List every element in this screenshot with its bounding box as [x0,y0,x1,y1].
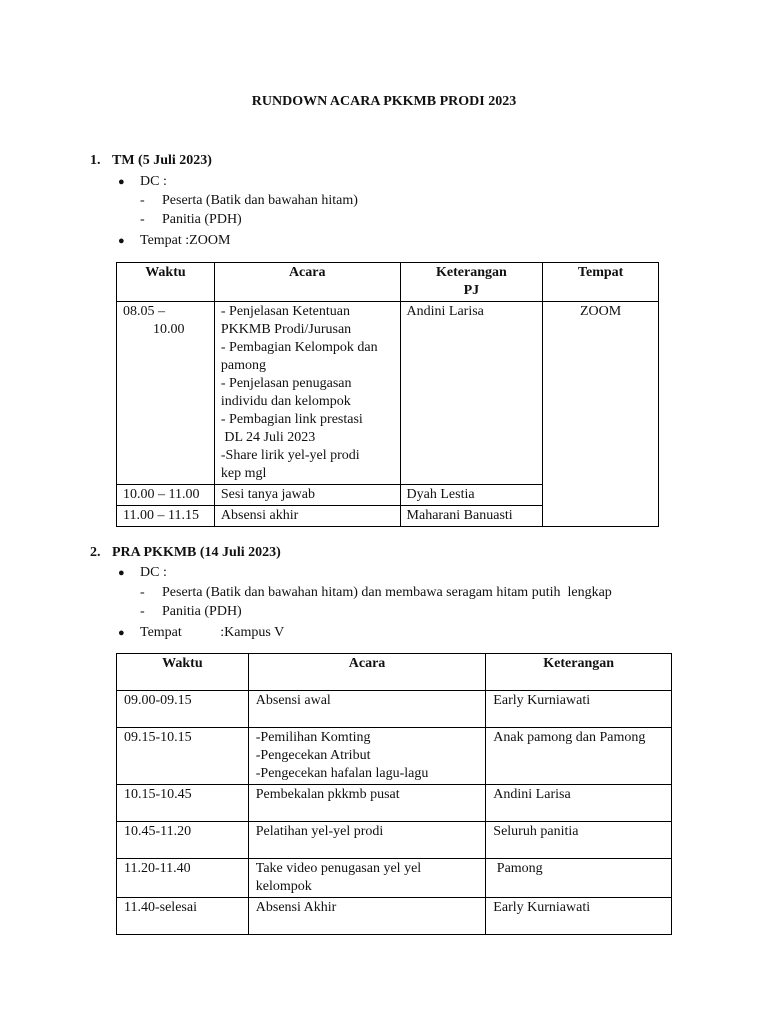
activity-line: kelompok [255,879,312,894]
activity-line: - Penjelasan penugasan [220,376,352,391]
section-1-number: 1. [90,153,101,168]
dc-item-text: Peserta (Batik dan bawahan hitam) dan membawa seragam hitam putih lengkap [162,585,612,600]
section-2-dc-item-2 [140,604,242,620]
dash-icon: - [140,212,145,227]
header-tempat: Tempat [543,263,659,302]
activity-line: -Pemilihan Komting [255,730,371,745]
activity-cell [214,302,400,485]
section-2-title: PRA PKKMB (14 Juli 2023) [112,545,281,560]
activity-cell [248,859,486,898]
pj-cell: Andini Larisa [400,302,543,485]
header-acara: Acara [248,654,486,691]
activity-line: - Pembagian Kelompok dan [220,340,378,355]
bullet-icon: ● [118,235,125,247]
time-end: 10.00 [153,322,185,337]
dc-item-text: Panitia (PDH) [162,212,242,227]
activity-line: Take video penugasan yel yel [255,861,422,876]
note-cell: Pamong [486,859,672,898]
activity-cell: Sesi tanya jawab [214,485,400,506]
header-waktu: Waktu [117,263,215,302]
note-cell: Early Kurniawati [486,691,672,728]
section-1-dc-item-2 [140,212,242,228]
pj-cell: Dyah Lestia [400,485,543,506]
section-2-dc-item-1 [140,585,612,601]
section-1-table [116,262,659,527]
document-title: RUNDOWN ACARA PKKMB PRODI 2023 [251,94,517,109]
section-2-place-bullet [118,625,284,641]
section-2-dc-label: DC : [140,565,167,580]
dash-icon: - [140,585,145,600]
activity-line: Pelatihan yel-yel prodi [255,824,384,839]
activity-line: - Penjelasan Ketentuan [220,304,350,319]
header-keterangan: Keterangan [486,654,672,691]
activity-line: PKKMB Prodi/Jurusan [220,322,352,337]
bullet-icon: ● [118,627,125,639]
activity-cell [248,822,486,859]
pj-cell: Maharani Banuasti [400,506,543,527]
activity-line: Absensi awal [255,693,331,708]
activity-cell [248,898,486,935]
section-2-number: 2. [90,545,101,560]
time-cell: 10.45-11.20 [117,822,249,859]
time-cell: 11.20-11.40 [117,859,249,898]
header-keterangan [400,263,543,302]
table-header-row [117,263,659,302]
header-pj-label: PJ [463,283,480,298]
note-cell: Anak pamong dan Pamong [486,728,672,785]
section-1-place: Tempat :ZOOM [140,233,231,248]
section-1-title: TM (5 Juli 2023) [112,153,212,168]
table-row [117,822,672,859]
note-cell: Andini Larisa [486,785,672,822]
dash-icon: - [140,193,145,208]
header-waktu: Waktu [117,654,249,691]
time-cell: 11.00 – 11.15 [117,506,215,527]
section-2-heading [90,545,281,561]
place-cell: ZOOM [543,302,659,527]
activity-line: -Pengecekan Atribut [255,748,371,763]
activity-line: -Pengecekan hafalan lagu-lagu [255,766,429,781]
section-1-dc-bullet [118,174,167,190]
activity-line: Pembekalan pkkmb pusat [255,787,400,802]
activity-line: pamong [220,358,266,373]
table-row [117,859,672,898]
section-2-place: Tempat :Kampus V [140,625,285,640]
activity-line: kep mgl [220,466,267,481]
header-acara: Acara [214,263,400,302]
activity-line: individu dan kelompok [220,394,351,409]
activity-line: Absensi Akhir [255,900,337,915]
section-1-dc-label: DC : [140,174,167,189]
table-header-row [117,654,672,691]
section-2-dc-bullet [118,565,167,581]
activity-cell [248,691,486,728]
dc-item-text: Panitia (PDH) [162,604,242,619]
activity-cell [248,728,486,785]
header-keterangan-label: Keterangan [436,265,507,280]
time-cell: 11.40-selesai [117,898,249,935]
time-cell: 10.15-10.45 [117,785,249,822]
activity-cell [248,785,486,822]
table-row [117,898,672,935]
activity-line: - Pembagian link prestasi [220,412,363,427]
table-row [117,785,672,822]
section-1-dc-item-1 [140,193,358,209]
bullet-icon: ● [118,176,125,188]
activity-line: -Share lirik yel-yel prodi [220,448,360,463]
dc-item-text: Peserta (Batik dan bawahan hitam) [162,193,358,208]
section-1-heading [90,153,212,169]
time-cell: 10.00 – 11.00 [117,485,215,506]
table-row [117,302,659,485]
activity-cell: Absensi akhir [214,506,400,527]
dash-icon: - [140,604,145,619]
section-1-place-bullet [118,233,230,249]
time-cell: 09.15-10.15 [117,728,249,785]
activity-line: DL 24 Juli 2023 [220,430,316,445]
time-cell: 09.00-09.15 [117,691,249,728]
time-start: 08.05 – [123,304,165,319]
table-row [117,728,672,785]
note-cell: Seluruh panitia [486,822,672,859]
time-cell [117,302,215,485]
table-row [117,691,672,728]
bullet-icon: ● [118,567,125,579]
note-cell: Early Kurniawati [486,898,672,935]
section-2-table [116,653,672,935]
